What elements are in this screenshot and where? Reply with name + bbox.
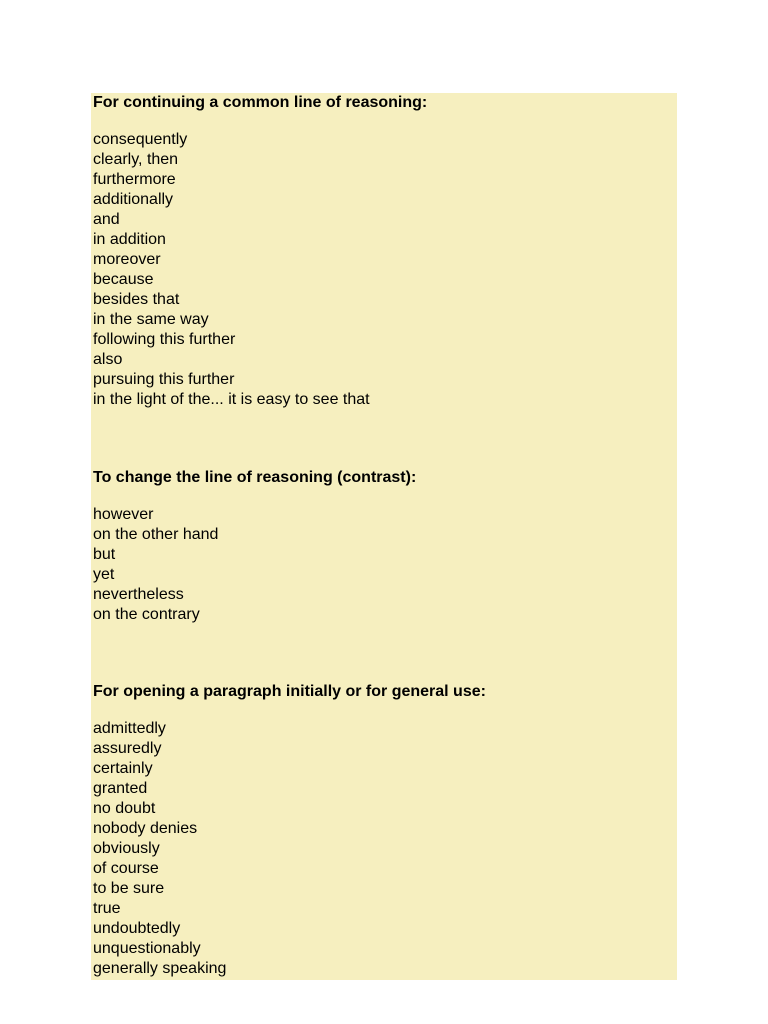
section-heading: For continuing a common line of reasoning: — [93, 94, 428, 111]
list-item: also — [93, 351, 123, 368]
list-item: true — [93, 900, 121, 917]
list-item: of course — [93, 860, 159, 877]
list-item: clearly, then — [93, 151, 179, 168]
list-item: besides that — [93, 291, 180, 308]
list-item: but — [93, 546, 116, 563]
word-list — [93, 719, 677, 979]
list-item: moreover — [93, 251, 161, 268]
list-item: in the same way — [93, 311, 209, 328]
list-item: consequently — [93, 131, 188, 148]
list-item: granted — [93, 780, 148, 797]
list-item: however — [93, 506, 154, 523]
list-item: furthermore — [93, 171, 176, 188]
list-item: admittedly — [93, 720, 166, 737]
list-item: nevertheless — [93, 586, 184, 603]
list-item: generally speaking — [93, 960, 227, 977]
list-item: yet — [93, 566, 115, 583]
list-item: undoubtedly — [93, 920, 181, 937]
word-list — [93, 130, 677, 410]
list-item: assuredly — [93, 740, 162, 757]
list-item: and — [93, 211, 120, 228]
list-item: no doubt — [93, 800, 156, 817]
section-heading: To change the line of reasoning (contrast): — [93, 469, 417, 486]
list-item: following this further — [93, 331, 236, 348]
section-opening-paragraph — [93, 682, 677, 979]
list-item: nobody denies — [93, 820, 198, 837]
list-item: certainly — [93, 760, 153, 777]
transition-words-panel — [91, 93, 677, 980]
section-change-reasoning — [93, 468, 677, 625]
list-item: obviously — [93, 840, 160, 857]
list-item: on the other hand — [93, 526, 219, 543]
list-item: in addition — [93, 231, 166, 248]
word-list — [93, 505, 677, 625]
list-item: in the light of the... it is easy to see that — [93, 391, 370, 408]
list-item: unquestionably — [93, 940, 201, 957]
section-heading: For opening a paragraph initially or for general use: — [93, 683, 486, 700]
list-item: because — [93, 271, 154, 288]
list-item: on the contrary — [93, 606, 200, 623]
list-item: pursuing this further — [93, 371, 235, 388]
list-item: additionally — [93, 191, 174, 208]
list-item: to be sure — [93, 880, 165, 897]
section-continuing-reasoning — [93, 93, 677, 410]
